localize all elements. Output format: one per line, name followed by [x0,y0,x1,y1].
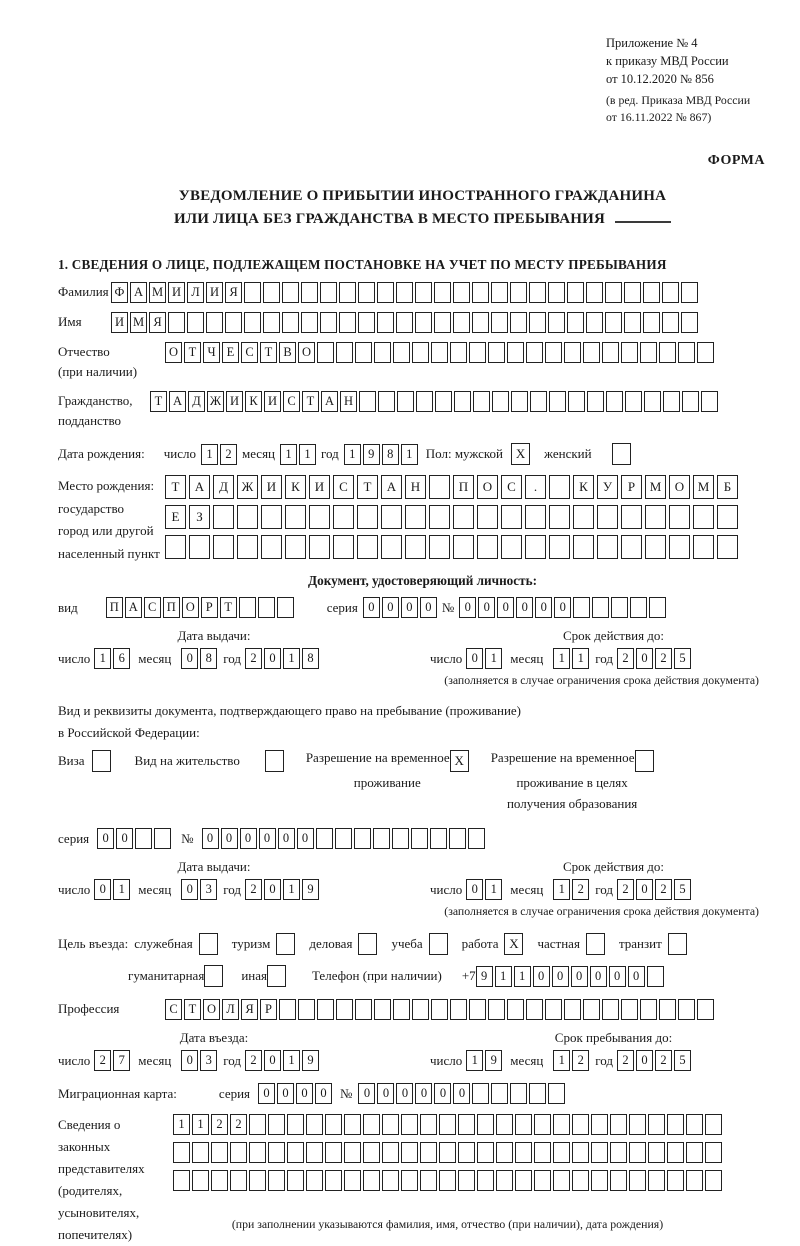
legal-reps-note: (при заполнении указываются фамилия, имя, отчество (при наличии), дата рождения) [231,1217,664,1232]
residence-permit-checkbox[interactable] [265,750,284,772]
form-title-line1: УВЕДОМЛЕНИЕ О ПРИБЫТИИ ИНОСТРАННОГО ГРАЖДАНИНА [178,187,667,204]
surname-label: Фамилия [58,284,109,300]
birth-date-label: Дата рождения: [58,446,145,462]
purpose-option-label: работа [461,936,499,952]
number-label: № [181,830,194,846]
migration-card-row [58,1083,787,1104]
purpose-study-checkbox[interactable] [429,933,448,955]
surname-row [58,282,787,303]
residence-series-row [58,828,787,849]
edu-permit-option [491,750,654,814]
visa-checkbox[interactable] [92,750,111,772]
patronymic-label: Отчество (при наличии) [58,342,165,382]
name-boxes[interactable]: И М Я [111,312,698,333]
entry-year[interactable]: 2 0 1 9 [245,1050,319,1071]
birth-place-sub3: населенный пункт [58,545,160,561]
phone-prefix: +7 [461,968,476,984]
month-label: месяц [510,881,544,897]
name-label: Имя [58,314,82,330]
appendix-line: к приказу МВД России [606,54,729,69]
purpose-tourism-checkbox[interactable] [276,933,295,955]
residence-series-boxes[interactable]: 0 0 [97,828,171,849]
series-label: серия [326,599,358,615]
residence-number-boxes[interactable]: 0 0 0 0 0 0 [202,828,485,849]
purpose-option-label: иная [241,968,267,984]
identity-valid-group [430,628,787,669]
year-label: год [223,650,242,666]
doc-series-boxes[interactable]: 0 0 0 0 [363,597,437,618]
identity-issue-month[interactable]: 0 8 [181,648,217,669]
migration-card-label: Миграционная карта: [58,1085,177,1101]
number-label: № [441,599,455,615]
entry-dates [58,1030,787,1071]
phone-label: Телефон (при наличии) [311,968,442,984]
identity-valid-year[interactable]: 2 0 2 5 [617,648,691,669]
legal-reps-labels [58,1114,173,1246]
visa-option [58,750,111,772]
identity-valid-day[interactable]: 0 1 [466,648,502,669]
month-label: месяц [510,1052,544,1068]
series-label: серия [218,1085,251,1101]
residence-permit-label: Вид на жительство [134,753,240,769]
birth-place-sub1: государство [58,500,124,516]
surname-boxes[interactable]: Ф А М И Л И Я [111,282,698,303]
name-row [58,312,787,333]
stay-until-heading: Срок пребывания до: [554,1030,673,1046]
legal-reps-row2-boxes[interactable] [173,1142,722,1163]
temp-permit-label-line1: Разрешение на временное [305,750,450,766]
birth-year-boxes[interactable]: 1 9 8 1 [344,444,418,465]
purpose-label: Цель въезда: [58,936,129,952]
section1-heading: 1. СВЕДЕНИЯ О ЛИЦЕ, ПОДЛЕЖАЩЕМ ПОСТАНОВКЕ НА УЧЕТ ПО МЕСТУ ПРЕБЫВАНИЯ [58,257,667,273]
year-label: год [595,881,614,897]
birth-place-label: Место рождения: [58,478,155,494]
edu-permit-label-line1: Разрешение на временное [490,750,635,766]
entry-date-heading: Дата въезда: [179,1030,249,1046]
birth-day-boxes[interactable]: 1 2 [201,444,237,465]
profession-label: Профессия [58,1001,120,1017]
purpose-option-label: частная [537,936,580,952]
birth-place-row3-boxes[interactable] [165,535,738,559]
temp-permit-option [306,750,469,793]
form-title-line2: ИЛИ ЛИЦА БЕЗ ГРАЖДАНСТВА В МЕСТО ПРЕБЫВАНИЯ [58,208,787,231]
citizenship-label: Гражданство, подданство [58,391,150,431]
migration-number-boxes[interactable]: 0 0 0 0 0 0 [358,1083,565,1104]
appendix-reference [606,34,787,127]
day-label: число [58,650,91,666]
purpose-option-label: туризм [231,936,271,952]
entry-month[interactable]: 0 3 [181,1050,217,1071]
birth-place-block [58,475,787,565]
patronymic-row [58,342,787,382]
number-label: № [340,1085,353,1101]
stay-until-group [430,1030,787,1071]
purpose-business-checkbox[interactable] [358,933,377,955]
residence-permit-option [135,750,284,772]
residence-doc-options [58,750,787,814]
patronymic-label-note: (при наличии) [58,364,138,380]
year-label: год [595,1052,614,1068]
identity-doc-heading: Документ, удостоверяющий личность: [308,573,537,589]
birth-place-row1-boxes[interactable]: Т А Д Ж И К И С Т А Н П О С . К У Р М О М Б [165,475,738,499]
entry-day[interactable]: 2 7 [94,1050,130,1071]
legal-reps-label-line: попечителях) [58,1227,133,1243]
birth-place-rows [165,475,738,565]
purpose-humanitarian-checkbox[interactable] [204,965,223,987]
series-label: серия [58,830,90,846]
edu-permit-checkbox[interactable] [635,750,654,772]
migration-series-boxes[interactable]: 0 0 0 0 [258,1083,332,1104]
legal-reps-block [58,1114,787,1246]
male-checkbox[interactable]: X [511,443,530,465]
edition-line: (в ред. Приказа МВД России [606,93,751,108]
appendix-line: Приложение № 4 [606,36,698,50]
edu-permit-label-line3: получения образования [506,796,638,812]
form-title [58,185,787,232]
citizenship-row [58,391,787,431]
doc-kind-boxes[interactable]: П А С П О Р Т [106,597,294,618]
purpose-other-checkbox[interactable] [267,965,286,987]
day-label: число [430,1052,463,1068]
identity-issue-year[interactable]: 2 0 1 8 [245,648,319,669]
birth-date-row [58,443,787,465]
residence-issue-group [58,859,430,900]
identity-doc-dates [58,628,787,669]
purpose-option-label: служебная [134,936,193,952]
residence-doc-intro [58,700,787,744]
identity-issue-day[interactable]: 1 6 [94,648,130,669]
residence-issue-day[interactable]: 0 1 [94,879,130,900]
validity-note: (заполняется в случае ограничения срока действия документа) [444,673,759,688]
temp-permit-label-line2: проживание [353,775,421,791]
legal-reps-label-line: представителях [58,1161,145,1177]
month-label: месяц [241,446,276,462]
legal-reps-label-line: законных [58,1139,111,1155]
female-checkbox[interactable] [612,443,631,465]
purpose-work-checkbox[interactable]: X [504,933,523,955]
appendix-line: от 10.12.2020 № 856 [606,72,714,87]
valid-until-heading: Срок действия до: [562,859,665,875]
purpose-official-checkbox[interactable] [199,933,218,955]
gender-male-label: Пол: мужской [425,446,504,462]
legal-reps-rows [173,1114,722,1246]
edu-permit-label-line2: проживание в целях [516,775,628,791]
residence-intro-line1: Вид и реквизиты документа, подтверждающего право на пребывание (проживание) [58,703,522,719]
legal-reps-label-line: усыновителях, [58,1205,140,1221]
temp-permit-checkbox[interactable]: X [450,750,469,772]
year-label: год [223,1052,242,1068]
legal-reps-label-line: Сведения о [58,1117,121,1133]
year-label: год [223,881,242,897]
residence-intro-line2: в Российской Федерации: [58,725,200,741]
day-label: число [58,1052,91,1068]
phone-boxes[interactable]: 9 1 1 0 0 0 0 0 0 [476,966,664,987]
month-label: месяц [138,1052,172,1068]
residence-valid-month[interactable]: 1 2 [553,879,589,900]
purpose-private-checkbox[interactable] [586,933,605,955]
birth-month-boxes[interactable]: 1 1 [280,444,316,465]
purpose-row [58,933,787,955]
purpose-transit-checkbox[interactable] [668,933,687,955]
identity-valid-month[interactable]: 1 1 [553,648,589,669]
stay-day[interactable]: 1 9 [466,1050,502,1071]
purpose-option-label: учеба [391,936,423,952]
month-label: месяц [138,650,172,666]
valid-until-heading: Срок действия до: [562,628,665,644]
birth-place-row2-boxes[interactable]: Е З [165,505,738,529]
year-label: год [595,650,614,666]
patronymic-boxes[interactable]: О Т Ч Е С Т В О [165,342,714,363]
doc-number-boxes[interactable]: 0 0 0 0 0 0 [459,597,666,618]
stay-month[interactable]: 1 2 [553,1050,589,1071]
profession-boxes[interactable]: С Т О Л Я Р [165,999,714,1020]
purpose-option-label: деловая [309,936,353,952]
day-label: число [163,446,196,462]
entry-date-group [58,1030,430,1071]
purpose-option-label: транзит [618,936,662,952]
purpose-option-label: гуманитарная [128,968,205,984]
residence-doc-dates [58,859,787,900]
residence-valid-day[interactable]: 0 1 [466,879,502,900]
title-blank-line [615,209,671,223]
residence-valid-year[interactable]: 2 0 2 5 [617,879,691,900]
year-label: год [321,446,339,462]
identity-doc-row [58,597,787,618]
legal-reps-row1-boxes[interactable]: 1 1 2 2 [173,1114,722,1135]
birth-place-labels [58,475,165,565]
day-label: число [58,881,91,897]
legal-reps-label-line: (родителях, [58,1183,123,1199]
identity-issue-group [58,628,430,669]
month-label: месяц [510,650,544,666]
month-label: месяц [138,881,172,897]
purpose-row2 [58,965,787,987]
profession-row [58,999,787,1020]
edition-reference [606,92,787,126]
issue-date-heading: Дата выдачи: [177,859,251,875]
citizenship-label-line2: подданство [58,413,122,429]
residence-valid-group [430,859,787,900]
form-label: ФОРМА [707,152,765,168]
birth-place-sub2: город или другой [58,523,154,539]
gender-female-label: женский [544,446,592,462]
day-label: число [430,881,463,897]
visa-label: Виза [58,753,85,769]
residence-issue-year[interactable]: 2 0 1 9 [245,879,319,900]
day-label: число [430,650,463,666]
residence-issue-month[interactable]: 0 3 [181,879,217,900]
validity-note: (заполняется в случае ограничения срока действия документа) [444,904,759,919]
citizenship-boxes[interactable]: Т А Д Ж И К И С Т А Н [150,391,718,412]
doc-kind-label: вид [58,599,78,615]
stay-year[interactable]: 2 0 2 5 [617,1050,691,1071]
issue-date-heading: Дата выдачи: [177,628,251,644]
edition-line: от 16.11.2022 № 867) [606,110,712,125]
legal-reps-row3-boxes[interactable] [173,1170,722,1191]
